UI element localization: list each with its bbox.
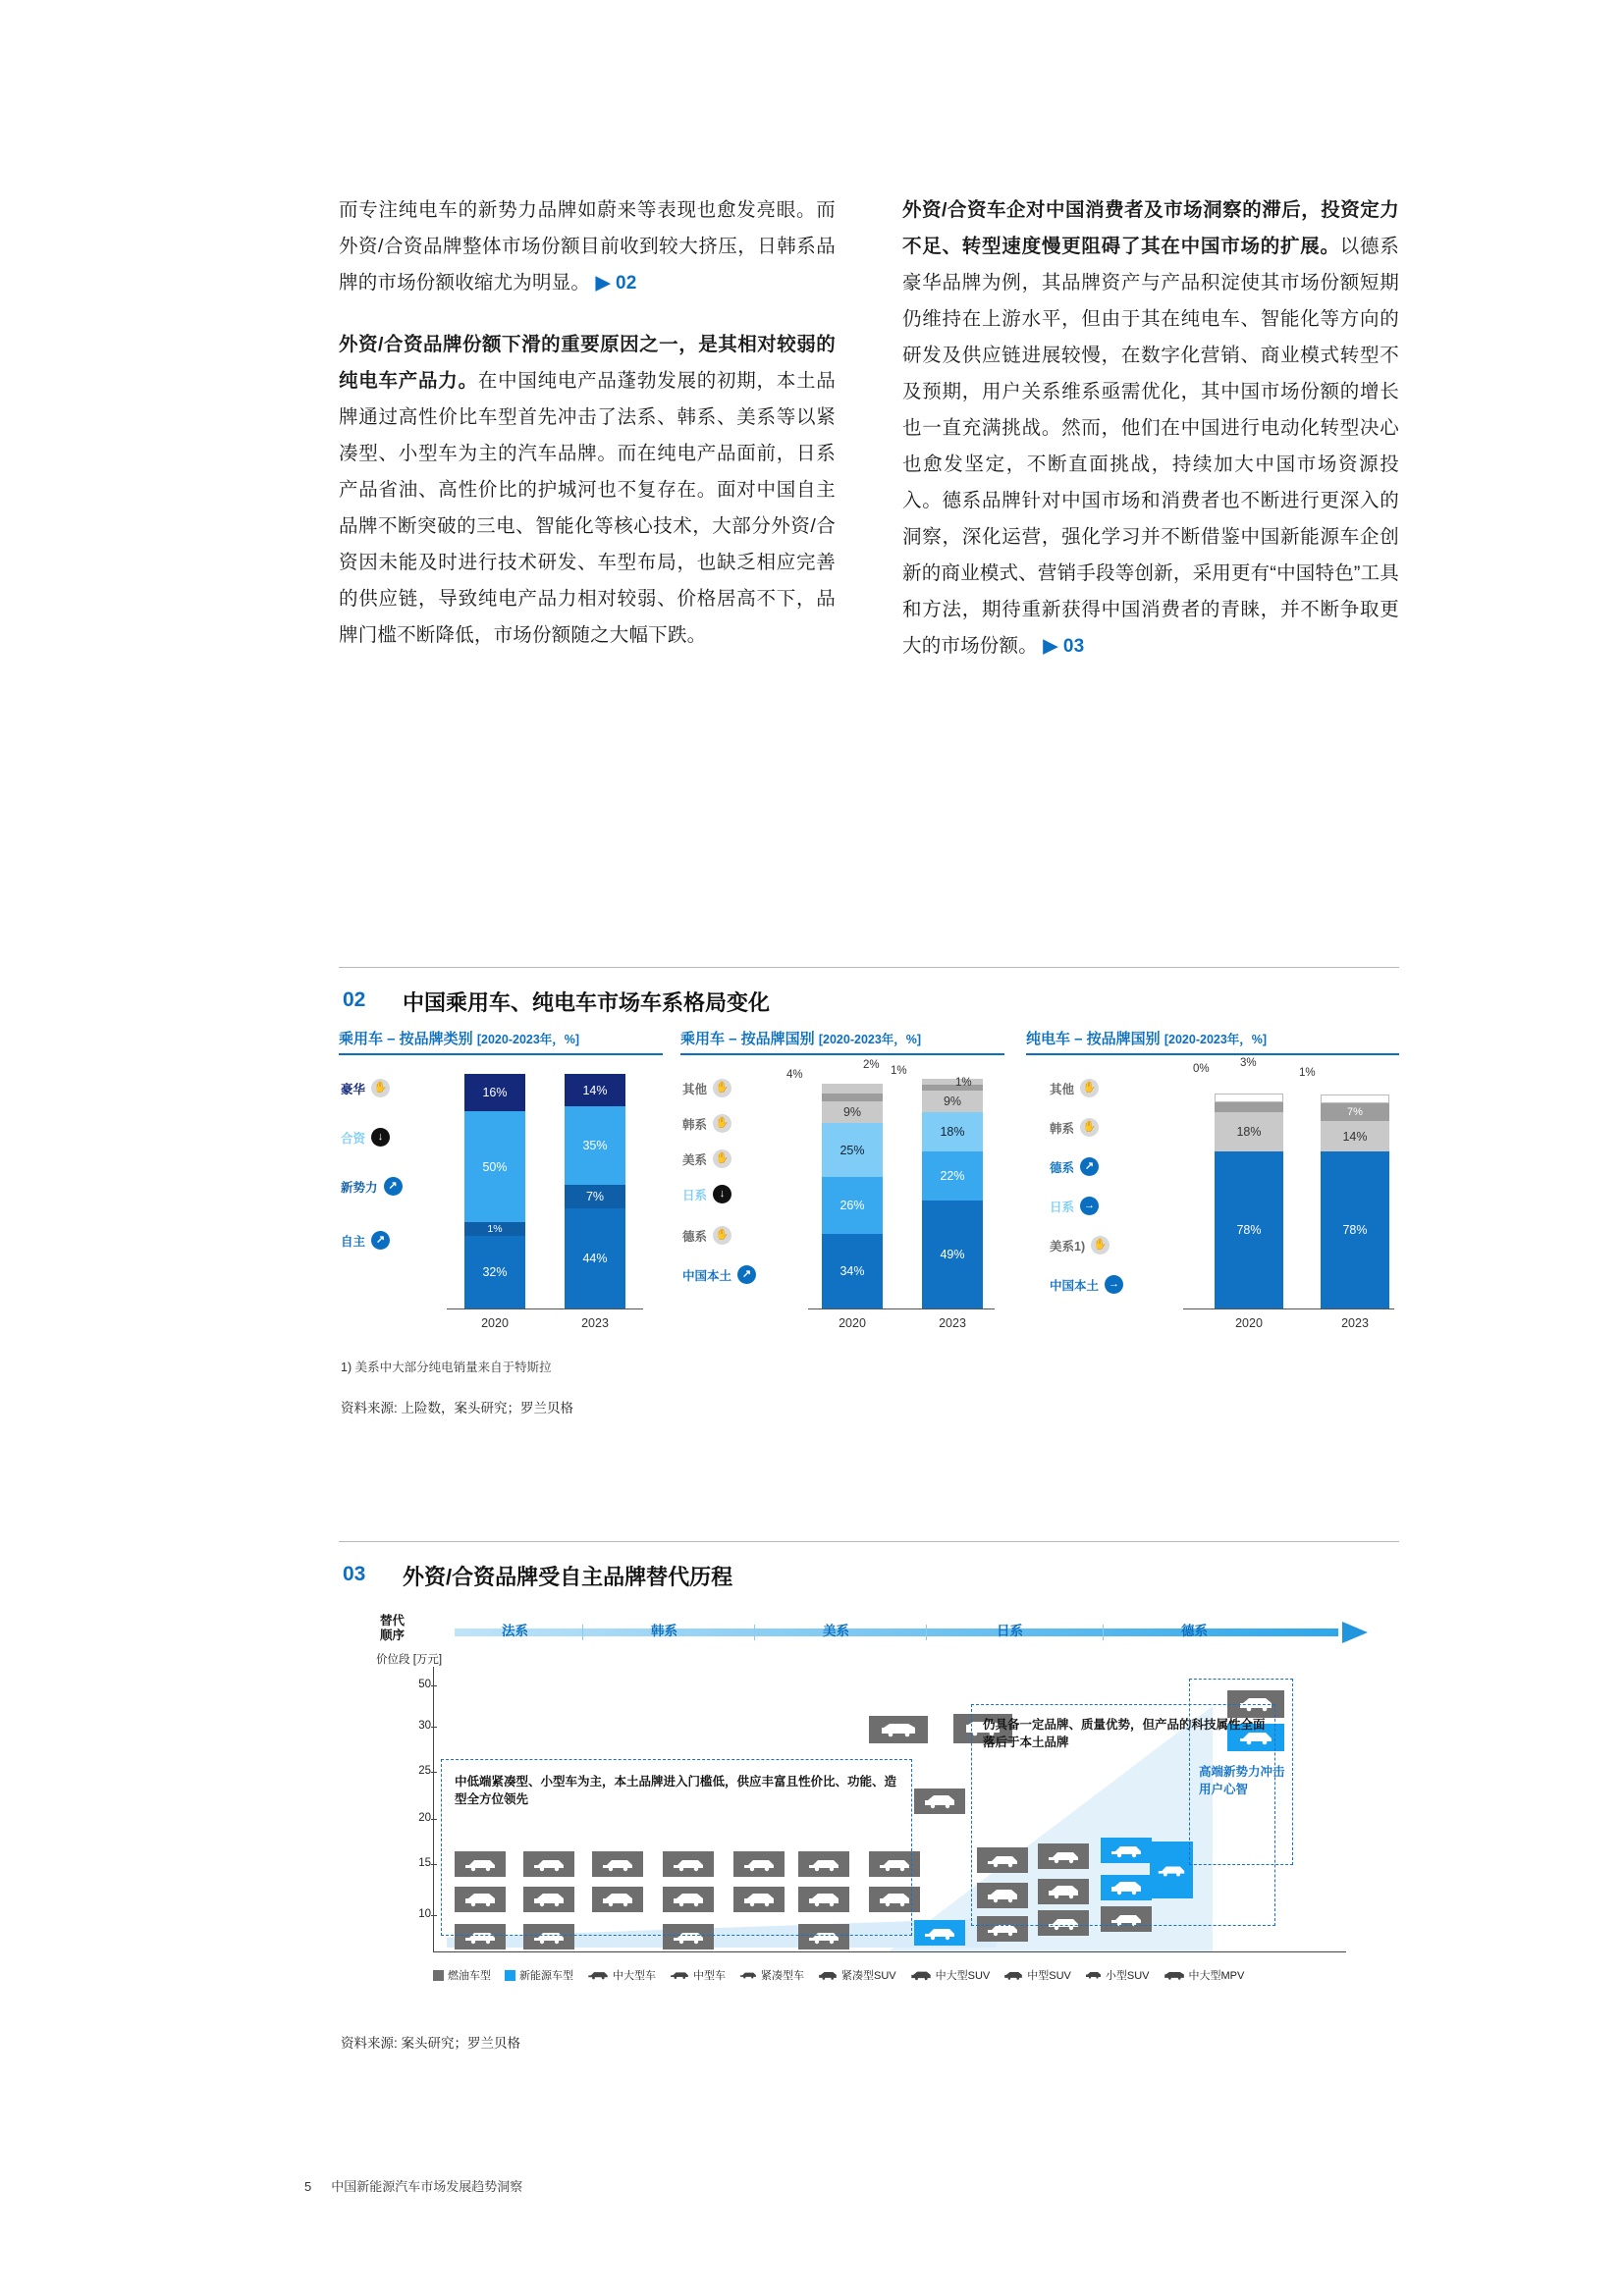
legend-label: 紧凑型SUV — [841, 1970, 896, 1982]
y-tick-20 — [409, 1812, 431, 1824]
segment-korean: 7% — [1321, 1103, 1389, 1121]
band-label-japanese: 日系 — [997, 1624, 1023, 1638]
segment-german: 22% — [922, 1151, 983, 1201]
page-number: 5 — [304, 2179, 312, 2194]
nev-car-icon — [914, 1920, 965, 1946]
segment-domestic: 44% — [565, 1208, 625, 1308]
legend-item-korean — [682, 1114, 731, 1133]
exhibit-02-title: 中国乘用车、纯电车市场车系格局变化 — [403, 990, 771, 1015]
segment-german: 26% — [822, 1177, 883, 1234]
legend-label: 新势力 — [341, 1180, 378, 1195]
callout-korean-2020: 3% — [1240, 1057, 1257, 1069]
paragraph-2 — [339, 327, 836, 654]
up-arrow-icon: ↗ — [384, 1177, 403, 1196]
y-tick-label: 20 — [418, 1812, 431, 1824]
right-arrow-icon: → — [1105, 1275, 1123, 1294]
legend-compact-suv — [818, 1967, 896, 1983]
hand-icon: ✋ — [371, 1079, 390, 1097]
segment-newforce: 7% — [565, 1185, 625, 1208]
legend-label: 中型SUV — [1027, 1970, 1071, 1982]
legend-item-japanese — [682, 1185, 731, 1203]
left-column — [339, 192, 836, 665]
segment-korean — [1215, 1102, 1283, 1112]
paragraph-2-text: 在中国纯电产品蓬勃发展的初期，本土品牌通过高性价比车型首先冲击了法系、韩系、美系等以紧凑型、小型车为主的汽车品牌。而在纯电产品面前，日系产品省油、高性价比的护城河也不复存在。面对中国自主品牌不断突破的三电、智能化等核心技术，大部分外资/合资因未能及时进行技术研发、车型布局，也缺乏相应完善的供应链，导致纯电产品力相对较弱、价格居高不下，品牌门槛不断降低，市场份额随之大幅下跌。 — [339, 370, 836, 646]
suv-icon — [914, 1789, 965, 1814]
segment-jv: 35% — [565, 1106, 625, 1185]
paragraph-3 — [902, 192, 1399, 665]
hand-icon: ✋ — [713, 1226, 731, 1245]
chart-3-axis — [1183, 1308, 1394, 1309]
callout-other-2023: 1% — [1299, 1067, 1316, 1079]
legend-item-japanese — [1050, 1197, 1099, 1215]
legend-label: 豪华 — [341, 1082, 366, 1096]
callout-other-2020: 4% — [786, 1069, 803, 1081]
legend-label: 中国本土 — [682, 1268, 732, 1283]
panel-3-subtitle: [2020-2023年，%] — [1164, 1033, 1268, 1046]
segment-luxury: 16% — [464, 1074, 525, 1111]
hand-icon: ✋ — [713, 1149, 731, 1168]
chart-1-axis — [447, 1308, 643, 1309]
hand-icon: ✋ — [713, 1079, 731, 1097]
segment-american: 9% — [922, 1091, 983, 1112]
segment-american: 18% — [1215, 1112, 1283, 1151]
legend-compact-car — [739, 1967, 804, 1983]
legend-item-german — [682, 1226, 731, 1245]
legend-mid-suv — [1003, 1967, 1071, 1983]
panel-2-subtitle: [2020-2023年，%] — [818, 1033, 922, 1046]
footer-title: 中国新能源汽车市场发展趋势洞察 — [331, 2179, 523, 2194]
legend-item-luxury — [341, 1079, 390, 1097]
exhibit-ref-03[interactable]: ▶ 03 — [1043, 636, 1085, 657]
legend-label: 中大型SUV — [935, 1970, 991, 1982]
exhibit-02-number: 02 — [343, 988, 366, 1011]
hand-icon: ✋ — [1080, 1079, 1099, 1097]
exhibit-03-divider — [339, 1541, 1399, 1542]
callout-korean-2023: 1% — [955, 1077, 972, 1089]
down-arrow-icon: ↓ — [713, 1185, 731, 1203]
y-axis-title: 价位段 [万元] — [376, 1654, 443, 1666]
x-label-2023: 2023 — [1341, 1316, 1369, 1330]
panel-1-header — [339, 1028, 663, 1055]
legend-item-german — [1050, 1157, 1099, 1176]
legend-small-suv — [1085, 1967, 1150, 1983]
legend-label: 日系 — [682, 1188, 708, 1202]
bar-2023 — [1321, 1095, 1389, 1308]
y-tick-10 — [409, 1908, 431, 1920]
legend-item-domestic — [341, 1231, 390, 1250]
panel-1-title: 乘用车 – 按品牌类别 — [339, 1031, 473, 1047]
legend-label: 紧凑型车 — [761, 1970, 804, 1982]
legend-item-korean — [1050, 1118, 1099, 1137]
paragraph-3-lead: 外资/合资车企对中国消费者及市场洞察的滞后，投资定力不足、转型速度慢更阻碍了其在中国市场的扩展。 — [902, 199, 1399, 257]
swatch-blue-icon — [505, 1970, 515, 1981]
segment-newforce: 1% — [464, 1222, 525, 1236]
down-arrow-icon: ↓ — [371, 1128, 390, 1147]
hand-icon: ✋ — [1080, 1118, 1099, 1137]
segment-china: 78% — [1215, 1151, 1283, 1308]
segment-japanese: 25% — [822, 1123, 883, 1177]
segment-domestic: 32% — [464, 1236, 525, 1308]
paragraph-1 — [339, 192, 836, 301]
legend-label: 中大型车 — [613, 1970, 656, 1982]
legend-label: 其他 — [1050, 1082, 1075, 1096]
car-icon — [587, 1970, 609, 1980]
right-arrow-icon: → — [1080, 1197, 1099, 1215]
segment-jv: 50% — [464, 1111, 525, 1222]
y-tick-50 — [409, 1679, 431, 1690]
legend-item-american — [1050, 1236, 1110, 1255]
x-label-2020: 2020 — [1235, 1316, 1263, 1330]
band-label-german: 德系 — [1181, 1624, 1208, 1638]
legend-label: 德系 — [682, 1229, 708, 1244]
chart-2-axis — [808, 1308, 995, 1309]
legend-label: 小型SUV — [1105, 1970, 1150, 1982]
x-label-2023: 2023 — [581, 1316, 609, 1330]
panel-3-header — [1026, 1028, 1399, 1055]
exhibit-02 — [339, 967, 1399, 1487]
y-tick-25 — [409, 1765, 431, 1777]
suv-icon — [1003, 1970, 1023, 1981]
exhibit-03-title: 外资/合资品牌受自主品牌替代历程 — [403, 1565, 733, 1589]
bar-2023 — [922, 1079, 983, 1308]
paragraph-1-text: 而专注纯电车的新势力品牌如蔚来等表现也愈发亮眼。而外资/合资品牌整体市场份额目前收到较大挤压，日韩系品牌的市场份额收缩尤为明显。 — [339, 199, 836, 294]
legend-label: 中大型MPV — [1188, 1970, 1245, 1982]
segment-american: 14% — [1321, 1121, 1389, 1151]
exhibit-03-legend — [433, 1967, 1244, 1983]
annotation-text-left — [455, 1773, 896, 1808]
car-icon — [670, 1970, 689, 1980]
segment-japanese: 18% — [922, 1112, 983, 1151]
annotation-left-text: 中低端紧凑型、小型车为主，本土品牌进入门槛低，供应丰富且性价比、功能、造型全方位领先 — [455, 1775, 897, 1806]
legend-label: 自主 — [341, 1234, 366, 1249]
legend-large-car — [587, 1967, 656, 1983]
panel-passenger-by-country — [680, 1028, 1004, 1342]
up-arrow-icon: ↗ — [371, 1231, 390, 1250]
legend-label: 日系 — [1050, 1200, 1075, 1214]
segment-other — [1215, 1094, 1283, 1102]
band-label-korean: 韩系 — [651, 1624, 677, 1638]
swatch-gray-icon — [433, 1970, 444, 1981]
band-tick — [754, 1625, 755, 1640]
suv-icon — [818, 1970, 838, 1981]
chart-2 — [786, 1059, 1004, 1336]
y-tick-label: 30 — [418, 1720, 431, 1732]
legend-label: 韩系 — [682, 1117, 708, 1132]
band-tick — [582, 1625, 583, 1640]
bar-2020 — [1215, 1094, 1283, 1308]
callout-other-2023: 1% — [891, 1065, 907, 1077]
panel-1-subtitle: [2020-2023年，%] — [476, 1033, 580, 1046]
panel-2-title: 乘用车 – 按品牌国别 — [680, 1031, 815, 1047]
band-label-french: 法系 — [502, 1624, 528, 1638]
segment-china: 49% — [922, 1201, 983, 1308]
segment-korean — [822, 1094, 883, 1101]
y-tick-30 — [409, 1720, 431, 1732]
annotation-text-right — [1199, 1763, 1289, 1798]
y-tick-label: 25 — [418, 1765, 431, 1777]
panel-3-title: 纯电车 – 按品牌国别 — [1026, 1031, 1161, 1047]
suv-icon — [910, 1970, 932, 1981]
segment-china: 34% — [822, 1234, 883, 1308]
mpv-icon — [1164, 1970, 1185, 1981]
exhibit-03-source: 资料来源: 案头研究；罗兰贝格 — [341, 2036, 521, 2051]
legend-label: 美系1) — [1050, 1239, 1086, 1254]
legend-label: 合资 — [341, 1131, 366, 1146]
x-axis — [433, 1951, 1346, 1952]
x-label-2020: 2020 — [481, 1316, 509, 1330]
y-tick-label: 10 — [418, 1908, 431, 1920]
legend-nev — [505, 1967, 573, 1983]
exhibit-ref-02[interactable]: ▶ 02 — [595, 273, 637, 294]
legend-mid-car — [670, 1967, 726, 1983]
hand-icon: ✋ — [1091, 1236, 1110, 1255]
legend-item-newforce — [341, 1177, 403, 1196]
segment-other — [822, 1084, 883, 1094]
exhibit-03 — [339, 1541, 1399, 2091]
band-tick — [1103, 1625, 1104, 1640]
segment-luxury: 14% — [565, 1074, 625, 1106]
chart-1 — [447, 1063, 663, 1336]
callout-other-2020: 0% — [1193, 1063, 1210, 1075]
legend-label: 中型车 — [693, 1970, 726, 1982]
x-label-2023: 2023 — [939, 1316, 966, 1330]
y-tick-15 — [409, 1857, 431, 1869]
legend-mpv — [1164, 1967, 1245, 1983]
exhibit-02-divider — [339, 967, 1399, 968]
legend-label: 燃油车型 — [448, 1970, 491, 1982]
exhibit-02-footnote: 1) 美系中大部分纯电销量来自于特斯拉 — [341, 1361, 552, 1374]
car-icon — [739, 1970, 757, 1980]
paragraph-3-text: 以德系豪华品牌为例，其品牌资产与产品积淀使其市场份额短期仍维持在上游水平，但由于其在纯电车、智能化等方向的研发及供应链进展较慢，在数字化营销、商业模式转型不及预期，用户关系维系亟需优化，其中国市场份额的增长也一直充满挑战。然而，他们在中国进行电动化转型决心也愈发坚定，不断直面挑战，持续加大中国市场资源投入。德系品牌针对中国市场和消费者也不断进行更深入的洞察，深化运营，强化学习并不断借鉴中国新能源车企创新的商业模式、营销手段等创新，采用更有“中国特色”工具和方法，期待重新获得中国消费者的青睐，并不断争取更大的市场份额。 — [902, 236, 1399, 657]
legend-fuel — [433, 1967, 491, 1983]
band-tick — [926, 1625, 927, 1640]
legend-item-china — [1050, 1275, 1123, 1294]
mpv-icon — [869, 1716, 928, 1743]
bar-2023 — [565, 1074, 625, 1308]
panel-2-header — [680, 1028, 1004, 1055]
paragraph-2-lead: 外资/合资品牌份额下滑的重要原因之一，是其相对较弱的纯电车产品力。 — [339, 334, 836, 392]
up-arrow-icon: ↗ — [1080, 1157, 1099, 1176]
legend-large-suv — [910, 1967, 991, 1983]
body-text — [339, 192, 1399, 665]
replacement-sequence-arrow — [455, 1622, 1368, 1643]
up-arrow-icon: ↗ — [737, 1265, 756, 1284]
exhibit-03-number: 03 — [343, 1563, 366, 1585]
hand-icon: ✋ — [713, 1114, 731, 1133]
panel-passenger-by-brand-type — [339, 1028, 663, 1342]
legend-item-jv — [341, 1128, 390, 1147]
annotation-middle-text: 仍具备一定品牌、质量优势，但产品的科技属性全面落后于本土品牌 — [983, 1718, 1266, 1749]
legend-label: 美系 — [682, 1152, 708, 1167]
arrow-tip-icon — [1342, 1622, 1368, 1643]
legend-item-other — [682, 1079, 731, 1097]
legend-label: 德系 — [1050, 1160, 1075, 1175]
annotation-right-text: 高端新势力冲击用户心智 — [1199, 1765, 1285, 1796]
legend-label: 中国本土 — [1050, 1278, 1100, 1293]
sequence-label: 替代 顺序 — [380, 1614, 406, 1642]
segment-american: 9% — [822, 1101, 883, 1123]
legend-label: 其他 — [682, 1082, 708, 1096]
panel-bev-by-country — [1026, 1028, 1399, 1342]
legend-label: 新能源车型 — [519, 1970, 573, 1982]
exhibit-02-source: 资料来源: 上险数，案头研究；罗兰贝格 — [341, 1401, 574, 1415]
y-tick-label: 50 — [418, 1679, 431, 1690]
segment-china: 78% — [1321, 1151, 1389, 1308]
chart-3 — [1183, 1057, 1399, 1336]
page-footer — [304, 2176, 522, 2195]
segment-other — [1321, 1095, 1389, 1103]
legend-item-american — [682, 1149, 731, 1168]
right-column — [902, 192, 1399, 665]
legend-label: 韩系 — [1050, 1121, 1075, 1136]
y-tick-label: 15 — [418, 1857, 431, 1869]
callout-korean-2020: 2% — [863, 1059, 880, 1071]
y-axis — [433, 1667, 434, 1951]
bar-2020 — [822, 1084, 883, 1308]
legend-item-other — [1050, 1079, 1099, 1097]
legend-item-china — [682, 1265, 756, 1284]
band-label-american: 美系 — [823, 1624, 849, 1638]
bar-2020 — [464, 1074, 525, 1308]
suv-icon — [1085, 1970, 1102, 1980]
x-label-2020: 2020 — [839, 1316, 866, 1330]
